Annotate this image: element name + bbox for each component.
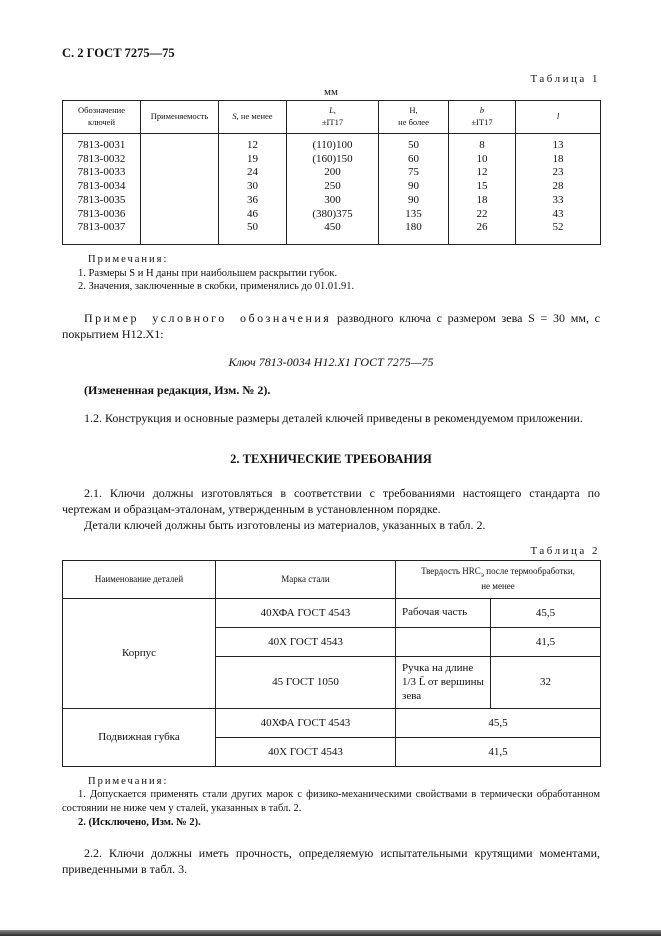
table-1 <box>62 100 601 245</box>
steel-cell: 40Х ГОСТ 4543 <box>216 737 396 766</box>
table-cell: 300 <box>287 194 379 208</box>
table-row <box>63 180 601 194</box>
notes1-title: Примечания: <box>88 254 169 266</box>
table-cell: 18 <box>516 153 601 167</box>
table-row <box>63 208 601 222</box>
table-row <box>63 708 601 737</box>
table-cell: 7813-0031 <box>63 133 141 152</box>
table-cell: 200 <box>287 166 379 180</box>
example-paragraph <box>62 310 600 342</box>
col-header-s: S, не менее <box>219 101 287 134</box>
notes2-title: Примечания: <box>88 775 169 787</box>
table1-unit-label: мм <box>324 86 338 98</box>
table-cell: 8 <box>449 133 516 152</box>
hardness-value-cell: 41,5 <box>396 737 601 766</box>
notes-block-2 <box>62 775 600 830</box>
table-cell: 36 <box>219 194 287 208</box>
table-row <box>63 221 601 244</box>
table1-caption: Таблица 1 <box>530 73 600 85</box>
note-item: 2. Значения, заключенные в скобки, применялись до 01.01.91. <box>78 281 355 293</box>
table2-caption: Таблица 2 <box>530 545 600 558</box>
part-zone-cell <box>396 627 491 656</box>
table-cell <box>141 221 219 244</box>
table-cell: 60 <box>379 153 449 167</box>
table-cell <box>141 153 219 167</box>
table-cell: (380)375 <box>287 208 379 222</box>
table1-body <box>63 133 601 244</box>
table-cell: 10 <box>449 153 516 167</box>
table-cell: 26 <box>449 221 516 244</box>
page-header: С. 2 ГОСТ 7275—75 <box>62 46 175 60</box>
key-designation-line: Ключ 7813-0034 Н12.Х1 ГОСТ 7275—75 <box>228 355 434 370</box>
table-2 <box>62 560 601 767</box>
amended-note: (Измененная редакция, Изм. № 2). <box>84 383 271 398</box>
table2-body <box>63 598 601 766</box>
table-cell: 19 <box>219 153 287 167</box>
table-cell: 22 <box>449 208 516 222</box>
note-item: 1. Размеры S и Н даны при наибольшем раскрытии губок. <box>78 267 338 279</box>
table-cell <box>141 166 219 180</box>
table-cell: 43 <box>516 208 601 222</box>
col-header-steel-grade: Марка стали <box>216 561 396 599</box>
paragraph-2-1b: Детали ключей должны быть изготовлены из материалов, указанных в табл. 2. <box>84 517 486 532</box>
table-cell: 7813-0033 <box>63 166 141 180</box>
table-cell: 46 <box>219 208 287 222</box>
table-cell: 15 <box>449 180 516 194</box>
table-cell: 52 <box>516 221 601 244</box>
table-cell: (110)100 <box>287 133 379 152</box>
table-cell: 7813-0036 <box>63 208 141 222</box>
table-cell: 7813-0032 <box>63 153 141 167</box>
paragraph-2-2: 2.2. Ключи должны иметь прочность, определяемую испытательными крутящими моментами, приведенными в табл. 3. <box>62 846 600 877</box>
col-header-hardness: Твердость $HRC_э$ после термообработки, не менее <box>396 561 601 599</box>
note-item: 1. Допускается применять стали других марок с физико-механическими свойствами в термически обработанном состоянии не ниже чем у сталей, указанных в табл. 2. <box>62 789 600 814</box>
part-name-cell: Корпус <box>63 598 216 708</box>
table-cell <box>141 194 219 208</box>
part-zone-cell: Рабочая часть <box>396 598 491 627</box>
table-row <box>63 166 601 180</box>
steel-cell: 40ХФА ГОСТ 4543 <box>216 598 396 627</box>
col-header-L: L, ±IT17 <box>287 101 379 134</box>
table-cell <box>141 180 219 194</box>
table-cell: (160)150 <box>287 153 379 167</box>
col-header-l: l <box>516 101 601 134</box>
part-name-cell: Подвижная губка <box>63 708 216 766</box>
table-cell: 28 <box>516 180 601 194</box>
paragraph-1-2: 1.2. Конструкция и основные размеры деталей ключей приведены в рекомендуемом приложении. <box>84 411 583 426</box>
table-cell: 7813-0035 <box>63 194 141 208</box>
table-cell: 12 <box>449 166 516 180</box>
example-spaced-label: Пример условного обозначения <box>84 310 332 325</box>
section-2-heading: 2. ТЕХНИЧЕСКИЕ ТРЕБОВАНИЯ <box>230 451 432 466</box>
note-item: 2. (Исключено, Изм. № 2). <box>78 816 201 828</box>
example-rest: разводного ключа с размером зева S = 30 мм, с покрытием Н12.Х1: <box>62 310 600 342</box>
hardness-value-cell: 32 <box>491 656 601 708</box>
table-cell: 50 <box>379 133 449 152</box>
table-cell: 12 <box>219 133 287 152</box>
col-header-b: b ±IT17 <box>449 101 516 134</box>
table-cell: 450 <box>287 221 379 244</box>
hrc-subscript: э <box>480 569 485 579</box>
hardness-value-cell: 45,5 <box>491 598 601 627</box>
table-cell: 23 <box>516 166 601 180</box>
part-zone-cell: Ручка на длине 1/3 L̄ от вершины зева <box>396 656 491 708</box>
table-cell: 135 <box>379 208 449 222</box>
table-cell: 7813-0037 <box>63 221 141 244</box>
table-cell: 90 <box>379 194 449 208</box>
hardness-value-cell: 41,5 <box>491 627 601 656</box>
table-cell <box>141 208 219 222</box>
table-cell: 30 <box>219 180 287 194</box>
table2-header <box>63 561 601 599</box>
table1-header <box>63 101 601 134</box>
table-cell: 90 <box>379 180 449 194</box>
table-cell: 50 <box>219 221 287 244</box>
table-row <box>63 133 601 152</box>
table-row <box>63 153 601 167</box>
table-cell <box>141 133 219 152</box>
table-cell: 250 <box>287 180 379 194</box>
table-cell: 180 <box>379 221 449 244</box>
col-header-applicability: Применяемость <box>141 101 219 134</box>
steel-cell: 45 ГОСТ 1050 <box>216 656 396 708</box>
table-cell: 75 <box>379 166 449 180</box>
table-cell: 18 <box>449 194 516 208</box>
table-row <box>63 598 601 627</box>
hardness-value-cell: 45,5 <box>396 708 601 737</box>
col-header-designation: Обозначение ключей <box>63 101 141 134</box>
table-cell: 7813-0034 <box>63 180 141 194</box>
steel-cell: 40ХФА ГОСТ 4543 <box>216 708 396 737</box>
col-header-h: Н, не более <box>379 101 449 134</box>
paragraph-2-1a: 2.1. Ключи должны изготовляться в соответствии с требованиями настоящего стандарта по чертежам и образцам-эталонам, утвержденным в установленном порядке. <box>62 485 600 516</box>
table-cell: 33 <box>516 194 601 208</box>
steel-cell: 40Х ГОСТ 4543 <box>216 627 396 656</box>
table-row <box>63 194 601 208</box>
col-header-part-name: Наименование деталей <box>63 561 216 599</box>
notes-block-1 <box>62 253 600 294</box>
scan-edge-artifact <box>0 930 661 936</box>
table-cell: 24 <box>219 166 287 180</box>
table-cell: 13 <box>516 133 601 152</box>
